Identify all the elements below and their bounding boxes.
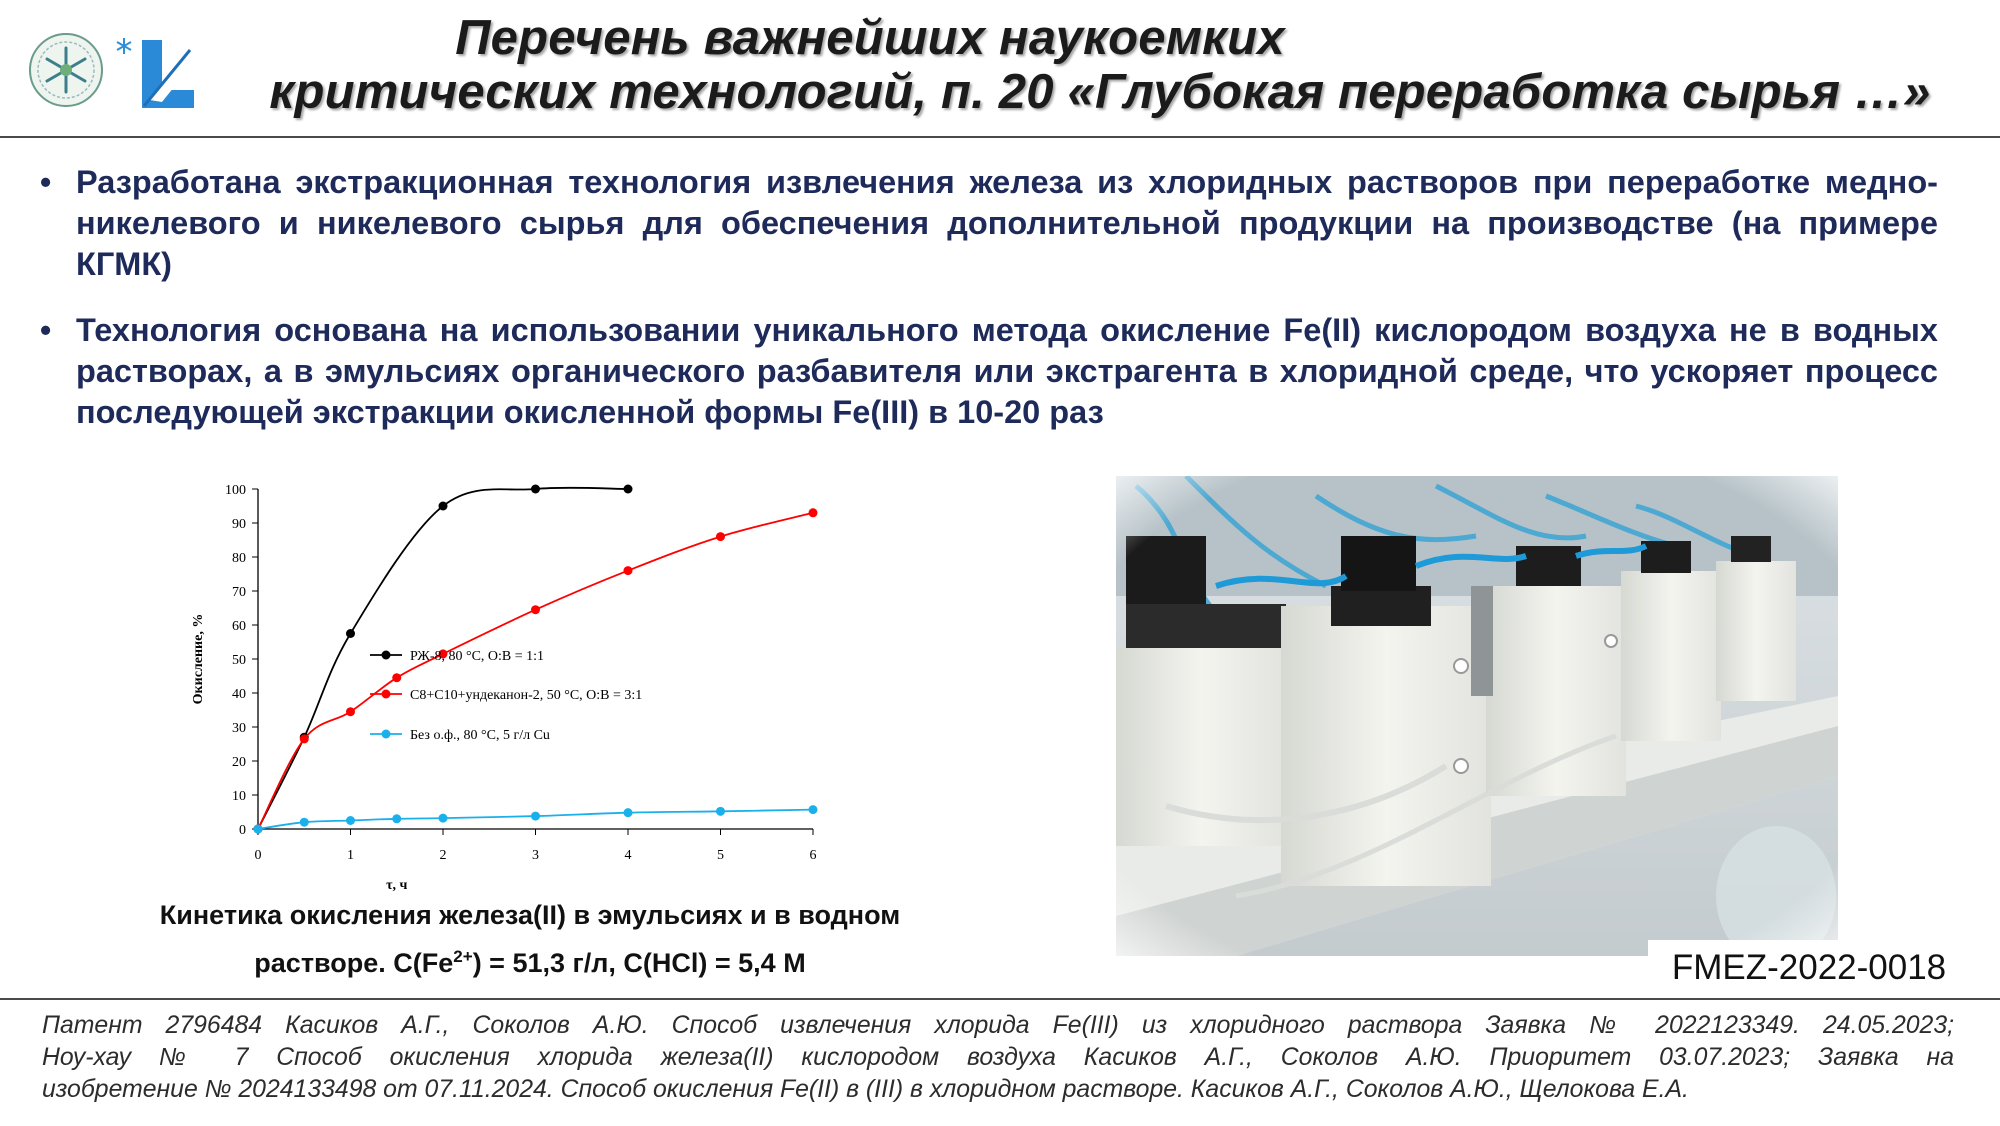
y-tick-label: 60: [232, 619, 246, 634]
x-tick-label: 4: [624, 848, 632, 863]
x-tick-label: 5: [717, 848, 724, 863]
data-point-series-3: [809, 805, 818, 814]
bullet-item-2: [40, 310, 1938, 433]
y-tick-label: 20: [232, 755, 246, 770]
y-tick-label: 0: [239, 823, 246, 838]
legend-entry-2: С8+С10+ундеканон-2, 50 °С, О:В = 3:1: [410, 688, 643, 703]
caption-superscript: 2+: [453, 947, 473, 966]
data-point-series-2: [531, 605, 540, 614]
oxidation-kinetics-chart: [180, 470, 840, 910]
footer-line-3: изобретение № 2024133498 от 07.11.2024. Способ окисления Fe(II) в (III) в хлоридном растворе. Касиков А.Г., Соколов А.Ю., Щелокова Е.А.: [42, 1076, 1689, 1103]
chart-caption-line-1: Кинетика окисления железа(II) в эмульсиях и в водном: [159, 900, 901, 930]
data-point-series-1: [531, 485, 540, 494]
bullet-marker: •: [40, 312, 52, 348]
bullet-item-1: [40, 162, 1938, 285]
footer-divider: [0, 998, 2000, 1000]
project-code-label: FMEZ-2022-0018: [1648, 940, 1970, 996]
x-tick-label: 3: [532, 848, 539, 863]
legend-entry-1: РЖ-8, 80 °С, О:В = 1:1: [410, 649, 545, 664]
header-logos: [24, 20, 204, 120]
data-point-series-2: [809, 508, 818, 517]
legend-swatch-marker-3: [382, 730, 391, 739]
data-point-series-3: [392, 814, 401, 823]
footer-line-2: Ноу-хау № 7 Способ окисления хлорида железа(II) кислородом воздуха Касиков А.Г., Соколов А.Ю. Приоритет 03.07.2023; Заявка на: [42, 1044, 1954, 1071]
institute-snowflake-logo: [30, 34, 102, 106]
page-title-line-2: критических технологий, п. 20 «Глубокая переработка сырья …»: [269, 65, 1931, 119]
data-point-series-3: [439, 814, 448, 823]
legend-entry-3: Без о.ф., 80 °С, 5 г/л Cu: [410, 728, 550, 743]
data-point-series-2: [346, 707, 355, 716]
data-point-series-3: [300, 818, 309, 827]
chart-caption-line-2: [100, 936, 960, 984]
data-point-series-3: [716, 807, 725, 816]
x-tick-label: 2: [439, 848, 447, 863]
bullet-text-2: Технология основана на использовании уникального метода окисление Fe(II) кислородом воздуха не в водных растворах, а в эмульсиях органического разбавителя или экстрагента в хлоридной среде, что ускоряет процесс последующей экстракции окисленной формы Fe(III) в 10-20 раз: [76, 312, 1938, 430]
data-point-series-1: [346, 629, 355, 638]
y-tick-label: 10: [232, 789, 246, 804]
series-line-2: [258, 513, 813, 829]
y-tick-label: 70: [232, 585, 246, 600]
caption-text-suffix: ) = 51,3 г/л, С(HCl) = 5,4 М: [472, 948, 806, 978]
data-point-series-3: [346, 816, 355, 825]
footer-references: [42, 1010, 1954, 1106]
x-tick-label: 6: [809, 848, 817, 863]
y-tick-label: 90: [232, 517, 246, 532]
x-axis-label: τ, ч: [386, 878, 408, 893]
data-point-series-1: [624, 485, 633, 494]
data-point-series-1: [439, 502, 448, 511]
y-tick-label: 50: [232, 653, 246, 668]
data-point-series-3: [531, 812, 540, 821]
data-point-series-2: [716, 532, 725, 541]
y-tick-label: 30: [232, 721, 246, 736]
y-tick-label: 40: [232, 687, 246, 702]
page-title-line-1: Перечень важнейших наукоемких: [455, 11, 1285, 65]
header-divider: [0, 136, 2000, 138]
footer-line-1: Патент 2796484 Касиков А.Г., Соколов А.Ю. Способ извлечения хлорида Fe(III) из хлоридного раствора Заявка № 2022123349. 24.05.2023;: [42, 1012, 1954, 1039]
data-point-series-2: [624, 566, 633, 575]
small-snowflake-icon: [117, 38, 131, 54]
bullet-marker: •: [40, 164, 52, 200]
y-axis-label: Окисление, %: [191, 613, 206, 705]
data-point-series-2: [300, 734, 309, 743]
data-point-series-2: [392, 673, 401, 682]
lab-extraction-reactors-photo: [1116, 476, 1838, 956]
x-tick-label: 1: [347, 848, 354, 863]
y-tick-label: 80: [232, 551, 246, 566]
data-point-series-3: [624, 808, 633, 817]
bullet-text-1: Разработана экстракционная технология извлечения железа из хлоридных растворов при переработке медно-никелевого и никелевого сырья для обеспечения дополнительной продукции на производстве (на примере КГМК): [76, 164, 1938, 282]
kola-science-center-logo: [142, 40, 194, 108]
legend-swatch-marker-1: [382, 651, 391, 660]
x-tick-label: 0: [254, 848, 262, 863]
data-point-series-3: [254, 825, 263, 834]
y-tick-label: 100: [225, 483, 246, 498]
legend-swatch-marker-2: [382, 690, 391, 699]
caption-text-prefix: растворе. С(Fe: [254, 948, 454, 978]
